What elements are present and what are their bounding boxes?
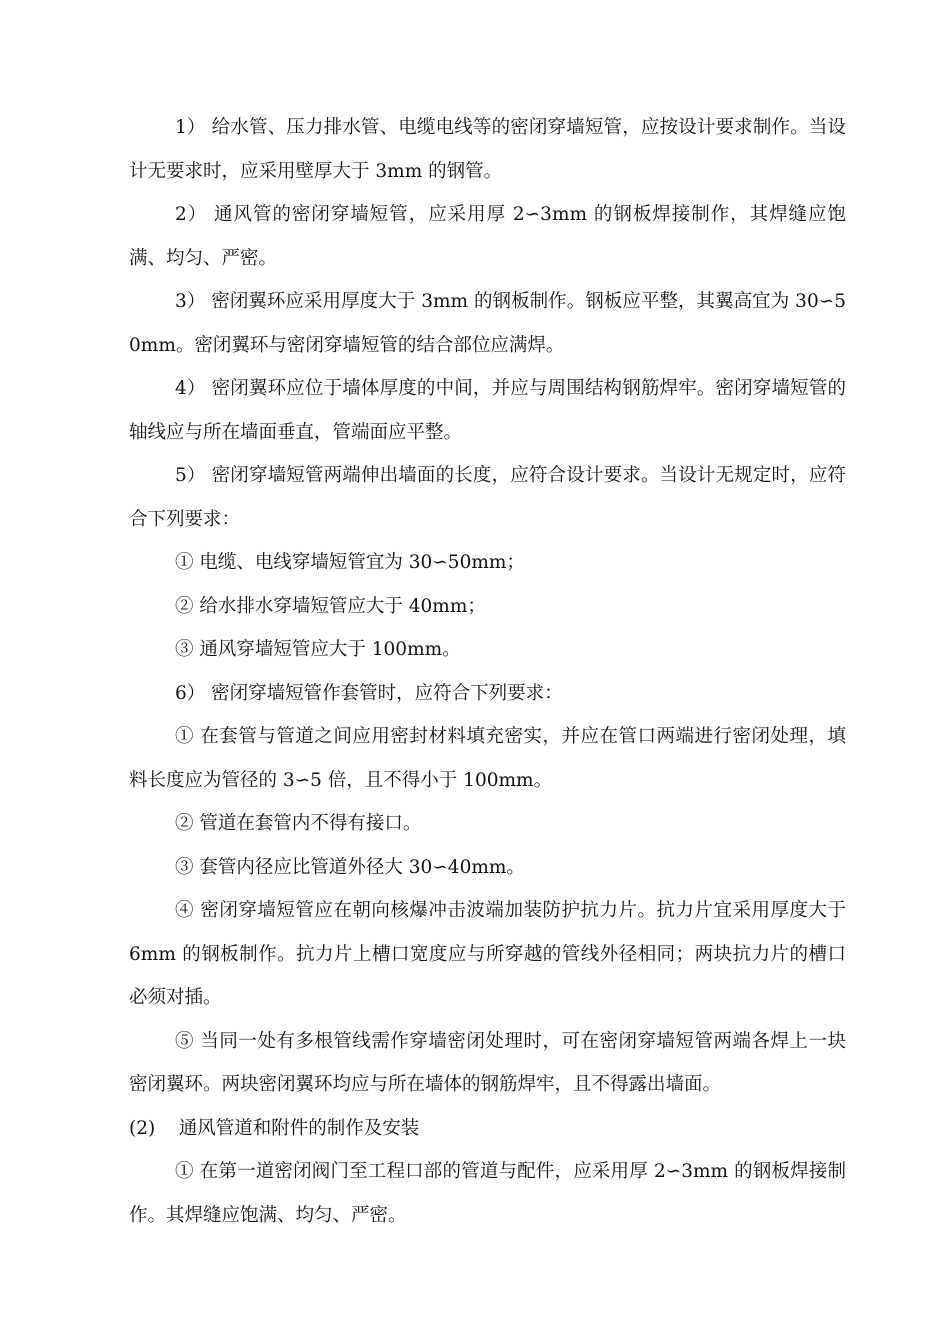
- document-body: [129, 106, 846, 1237]
- section-heading: (2) 通风管道和附件的制作及安装: [129, 1117, 420, 1139]
- paragraph-item-3: 3） 密闭翼环应采用厚度大于 3mm 的钢板制作。钢板应平整，其翼高宜为 30∽50mm。密闭翼环与密闭穿墙短管的结合部位应满焊。: [129, 291, 846, 356]
- sub-item-5-3: ③ 通风穿墙短管应大于 100mm。: [175, 639, 461, 660]
- section-paragraph-1: ① 在第一道密闭阀门至工程口部的管道与配件，应采用厚 2∽3mm 的钢板焊接制作。其焊缝应饱满、均匀、严密。: [129, 1161, 846, 1226]
- paragraph-item-2: 2） 通风管的密闭穿墙短管，应采用厚 2∽3mm 的钢板焊接制作，其焊缝应饱满、均匀、严密。: [129, 204, 846, 269]
- sub-item-6-4: ④ 密闭穿墙短管应在朝向核爆冲击波端加装防护抗力片。抗力片宜采用厚度大于 6mm 的钢板制作。抗力片上槽口宽度应与所穿越的管线外径相同；两块抗力片的槽口必须对插。: [129, 900, 846, 1008]
- paragraph-item-4: 4） 密闭翼环应位于墙体厚度的中间，并应与周围结构钢筋焊牢。密闭穿墙短管的轴线应与所在墙面垂直，管端面应平整。: [129, 378, 846, 443]
- paragraph-item-1: 1） 给水管、压力排水管、电缆电线等的密闭穿墙短管，应按设计要求制作。当设计无要求时，应采用壁厚大于 3mm 的钢管。: [129, 117, 846, 182]
- paragraph-item-6: 6） 密闭穿墙短管作套管时，应符合下列要求：: [175, 682, 563, 704]
- sub-item-6-5: ⑤ 当同一处有多根管线需作穿墙密闭处理时，可在密闭穿墙短管两端各焊上一块密闭翼环。两块密闭翼环均应与所在墙体的钢筋焊牢，且不得露出墙面。: [129, 1030, 846, 1095]
- sub-item-6-3: ③ 套管内径应比管道外径大 30∽40mm。: [175, 856, 525, 878]
- sub-item-6-2: ② 管道在套管内不得有接口。: [175, 813, 422, 834]
- sub-item-5-1: ① 电缆、电线穿墙短管宜为 30∽50mm；: [175, 552, 525, 573]
- sub-item-6-1: ① 在套管与管道之间应用密封材料填充密实，并应在管口两端进行密闭处理，填料长度应为管径的 3∽5 倍，且不得小于 100mm。: [129, 726, 846, 791]
- sub-item-5-2: ② 给水排水穿墙短管应大于 40mm；: [175, 595, 486, 617]
- paragraph-item-5: 5） 密闭穿墙短管两端伸出墙面的长度，应符合设计要求。当设计无规定时，应符合下列要求：: [129, 465, 846, 530]
